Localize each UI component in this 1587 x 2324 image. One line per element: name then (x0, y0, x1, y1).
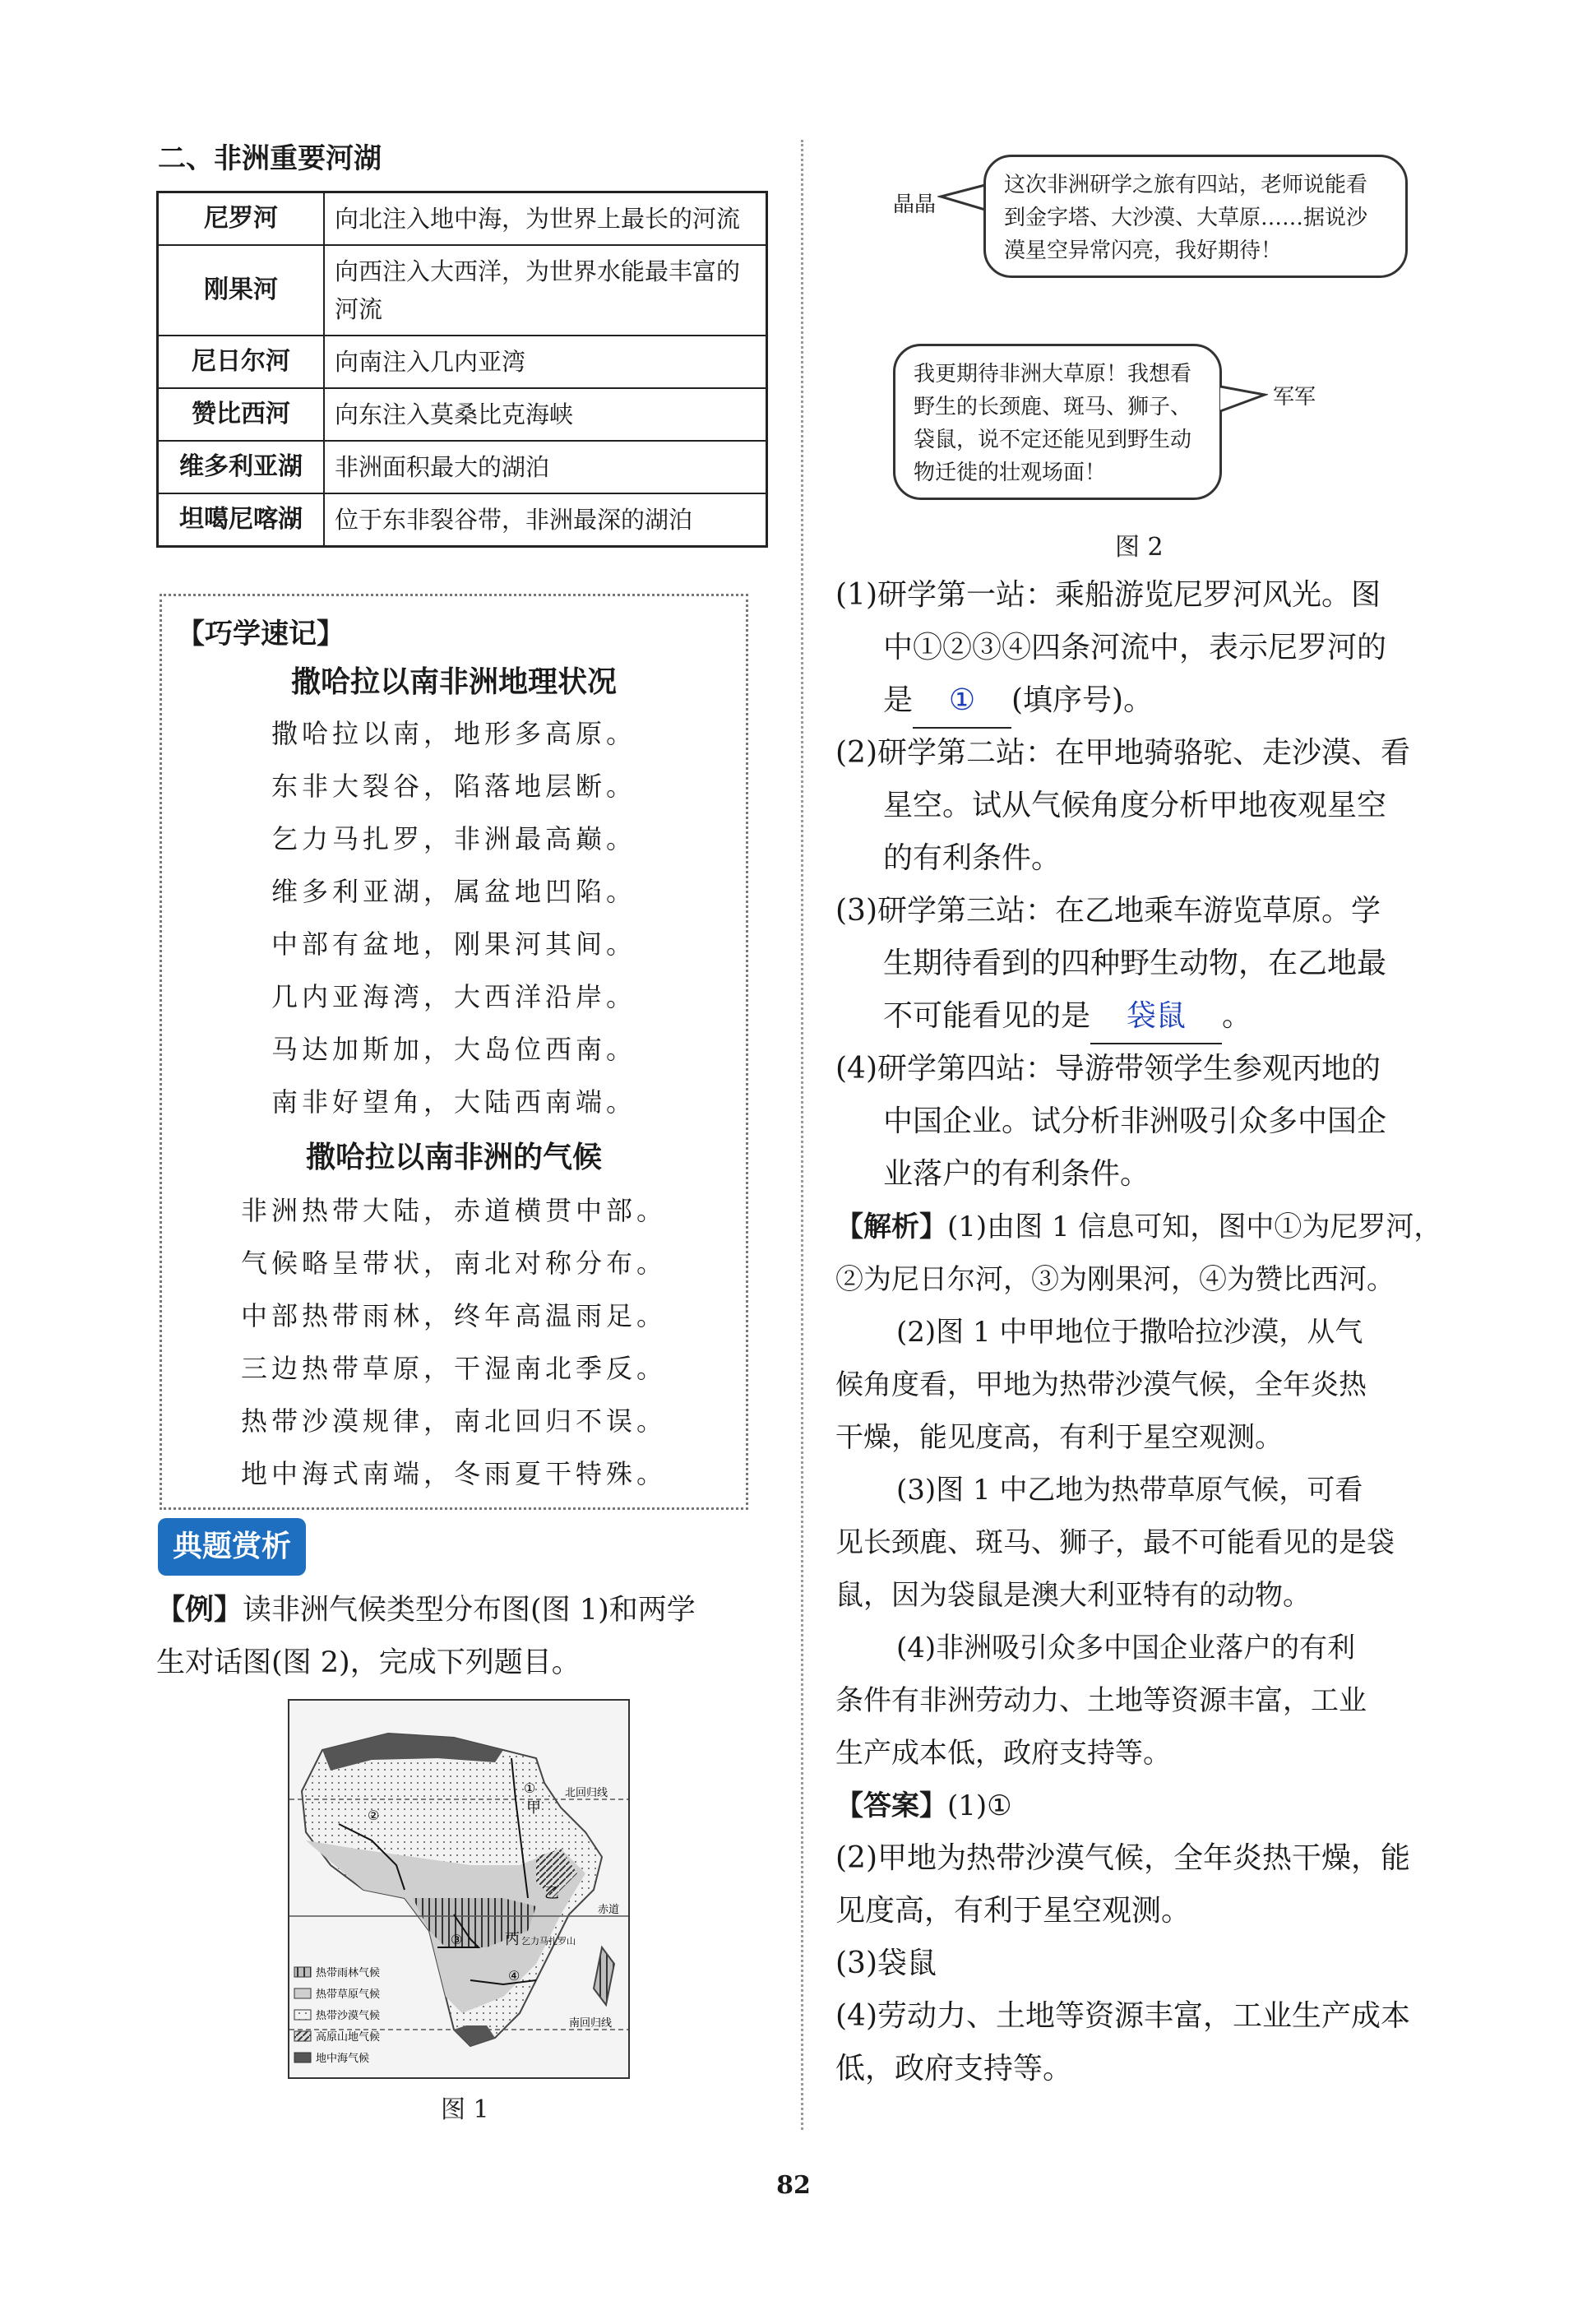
question-3-line-3 (883, 990, 1508, 1044)
figure2-caption: 图 2 (1115, 533, 1164, 562)
legend-swatch-rain (294, 1967, 311, 1977)
column-divider (801, 140, 803, 2130)
question-4-line-3: 业落户的有利条件。 (883, 1157, 1150, 1191)
label-r2: ② (368, 1808, 380, 1823)
label-north-tropic: 北回归线 (565, 1787, 608, 1799)
memo-line: 马达加斯加，大岛位西南。 (271, 1034, 636, 1065)
memo-line: 非洲热带大陆，赤道横贯中部。 (240, 1195, 667, 1226)
lake-name: 维多利亚湖 (158, 441, 325, 493)
river-name: 刚果河 (158, 245, 325, 336)
analysis-line-2: ②为尼日尔河，③为刚果河，④为赞比西河。 (835, 1263, 1395, 1296)
table-row (158, 493, 767, 547)
dialogue-bubble-junjun: 我更期待非洲大草原！我想看野生的长颈鹿、斑马、狮子、袋鼠，说不定还能见到野生动物迁徙的壮观场面！ (893, 344, 1222, 500)
lake-desc: 非洲面积最大的湖泊 (324, 441, 767, 493)
answer-line-6: 低，政府支持等。 (835, 2052, 1073, 2086)
q1-answer: ① (948, 683, 976, 717)
analysis-line-7: 见长颈鹿、斑马、狮子，最不可能看见的是袋 (835, 1526, 1395, 1559)
question-2-line-2: 星空。试从气候角度分析甲地夜观星空 (883, 789, 1387, 822)
table-row (158, 192, 767, 246)
answer-label: 【答案】 (835, 1789, 947, 1822)
answer-line-1 (835, 1780, 1460, 1832)
memo-line: 乞力马扎罗，非洲最高巅。 (271, 823, 636, 854)
label-r1: ① (524, 1780, 536, 1796)
analysis-line-5: 干燥，能见度高，有利于星空观测。 (835, 1421, 1283, 1454)
legend-swatch-mediterranean (294, 2053, 311, 2062)
label-r4: ④ (508, 1968, 521, 1984)
river-desc: 向北注入地中海，为世界上最长的河流 (324, 192, 767, 246)
q3-prefix: 不可能看见的是 (883, 999, 1091, 1033)
question-4-line-1: (4)研学第四站：导游带领学生参观丙地的 (835, 1052, 1381, 1086)
label-mountain: 乞力马扎罗山 (521, 1936, 576, 1947)
q1-prefix: 是 (883, 683, 914, 717)
analysis-line-8: 鼠，因为袋鼠是澳大利亚特有的动物。 (835, 1579, 1311, 1612)
analysis-line-3: (2)图 1 中甲地位于撒哈拉沙漠，从气 (896, 1316, 1363, 1349)
memo-heading: 【巧学速记】 (177, 618, 345, 650)
analysis-line-6: (3)图 1 中乙地为热带草原气候，可看 (896, 1474, 1363, 1507)
analysis-text: (1)由图 1 信息可知，图中①为尼罗河， (947, 1211, 1442, 1243)
example-text: 读非洲气候类型分布图(图 1)和两学 (243, 1594, 696, 1627)
page-number: 82 (776, 2171, 811, 2200)
figure1-caption: 图 1 (441, 2095, 489, 2124)
speaker-junjun: 军军 (1273, 385, 1316, 410)
memo-line: 中部有盆地，刚果河其间。 (271, 928, 636, 960)
question-2-line-1: (2)研学第二站：在甲地骑骆驼、走沙漠、看 (835, 736, 1410, 770)
river-desc: 向南注入几内亚湾 (324, 336, 767, 388)
section-title: 二、非洲重要河湖 (158, 142, 382, 175)
legend-mediterranean: 地中海气候 (316, 2053, 370, 2065)
example-prompt-line-2: 生对话图(图 2)，完成下列题目。 (156, 1646, 581, 1679)
river-desc: 向东注入莫桑比克海峡 (324, 388, 767, 441)
question-3-line-1: (3)研学第三站：在乙地乘车游览草原。学 (835, 894, 1381, 928)
legend-savanna: 热带草原气候 (316, 1988, 381, 2001)
map-svg (289, 1701, 628, 2077)
mediterranean-zone-south (454, 2025, 495, 2046)
memo-line: 南非好望角，大陆西南端。 (271, 1086, 636, 1118)
river-name: 赞比西河 (158, 388, 325, 441)
label-south-tropic: 南回归线 (569, 2017, 613, 2030)
question-3-line-2: 生期待看到的四种野生动物，在乙地最 (883, 947, 1387, 980)
lake-desc: 位于东非裂谷带，非洲最深的湖泊 (324, 493, 767, 547)
legend-swatch-desert (294, 2010, 311, 2020)
label-r3: ③ (451, 1932, 463, 1947)
answer-line-2: (2)甲地为热带沙漠气候，全年炎热干燥，能 (835, 1841, 1410, 1875)
label-bing: 丙 (505, 1931, 520, 1948)
label-jia: 甲 (526, 1799, 541, 1817)
example-label: 【例】 (156, 1593, 243, 1627)
memo-subtitle-geography: 撒哈拉以南非洲地理状况 (290, 665, 617, 699)
q1-suffix: (填序号)。 (1011, 683, 1154, 717)
memo-line: 地中海式南端，冬雨夏干特殊。 (240, 1458, 667, 1489)
question-1-line-3 (883, 674, 1508, 729)
legend-swatch-savanna (294, 1988, 311, 1998)
memo-line: 几内亚海湾，大西洋沿岸。 (271, 981, 636, 1012)
table-row (158, 388, 767, 441)
question-2-line-3: 的有利条件。 (883, 841, 1062, 875)
memo-line: 东非大裂谷，陷落地层断。 (271, 771, 636, 802)
analysis-line-1 (835, 1201, 1460, 1253)
table-row (158, 441, 767, 493)
legend-desert: 热带沙漠气候 (316, 2010, 381, 2022)
analysis-line-10: 条件有非洲劳动力、土地等资源丰富，工业 (835, 1684, 1367, 1717)
memo-line: 热带沙漠规律，南北回归不误。 (240, 1405, 667, 1437)
q3-suffix: 。 (1222, 999, 1252, 1033)
memory-tips-box (160, 594, 748, 1510)
answer-line-5: (4)劳动力、土地等资源丰富，工业生产成本 (835, 1999, 1410, 2033)
bubble1-tail (937, 177, 987, 218)
answer-text: (1)① (947, 1789, 1012, 1822)
answer-line-4: (3)袋鼠 (835, 1947, 937, 1980)
analysis-line-11: 生产成本低，政府支持等。 (835, 1737, 1171, 1770)
q1-answer-blank (913, 674, 1011, 729)
section-badge: 典题赏析 (158, 1518, 306, 1576)
analysis-label: 【解析】 (835, 1211, 947, 1243)
memo-subtitle-climate: 撒哈拉以南非洲的气候 (305, 1141, 602, 1174)
memo-line: 撒哈拉以南，地形多高原。 (271, 718, 636, 749)
rivers-lakes-table (156, 191, 768, 548)
memo-line: 维多利亚湖，属盆地凹陷。 (271, 876, 636, 907)
analysis-line-4: 候角度看，甲地为热带沙漠气候，全年炎热 (835, 1368, 1367, 1401)
bubble2-tail (1219, 378, 1268, 419)
question-1-line-1: (1)研学第一站：乘船游览尼罗河风光。图 (835, 578, 1381, 612)
legend-rain: 热带雨林气候 (316, 1967, 381, 1979)
legend-plateau: 高原山地气候 (316, 2031, 381, 2044)
memo-line: 中部热带雨林，终年高温雨足。 (240, 1300, 667, 1331)
madagascar (594, 1947, 614, 2005)
example-prompt-line-1 (156, 1584, 696, 1637)
river-name: 尼罗河 (158, 192, 325, 246)
q3-answer: 袋鼠 (1127, 999, 1187, 1033)
question-1-line-2: 中①②③④四条河流中，表示尼罗河的 (883, 631, 1387, 664)
label-yi: 乙 (544, 1885, 559, 1902)
lake-name: 坦噶尼喀湖 (158, 493, 325, 547)
question-4-line-2: 中国企业。试分析非洲吸引众多中国企 (883, 1104, 1387, 1138)
q3-answer-blank (1090, 990, 1222, 1044)
answer-line-3: 见度高，有利于星空观测。 (835, 1894, 1191, 1928)
dialogue-bubble-jingjing: 这次非洲研学之旅有四站，老师说能看到金字塔、大沙漠、大草原……据说沙漠星空异常闪亮，我好期待！ (983, 155, 1408, 278)
memo-line: 气候略呈带状，南北对称分布。 (240, 1248, 667, 1279)
africa-climate-map (288, 1699, 630, 2079)
speaker-jingjing: 晶晶 (893, 192, 937, 217)
table-row (158, 245, 767, 336)
river-desc: 向西注入大西洋，为世界水能最丰富的河流 (324, 245, 767, 336)
label-equator: 赤道 (598, 1904, 620, 1916)
river-name: 尼日尔河 (158, 336, 325, 388)
memo-line: 三边热带草原，干湿南北季反。 (240, 1353, 667, 1384)
analysis-line-9: (4)非洲吸引众多中国企业落户的有利 (896, 1632, 1356, 1664)
table-row (158, 336, 767, 388)
legend-swatch-plateau (294, 2031, 311, 2041)
